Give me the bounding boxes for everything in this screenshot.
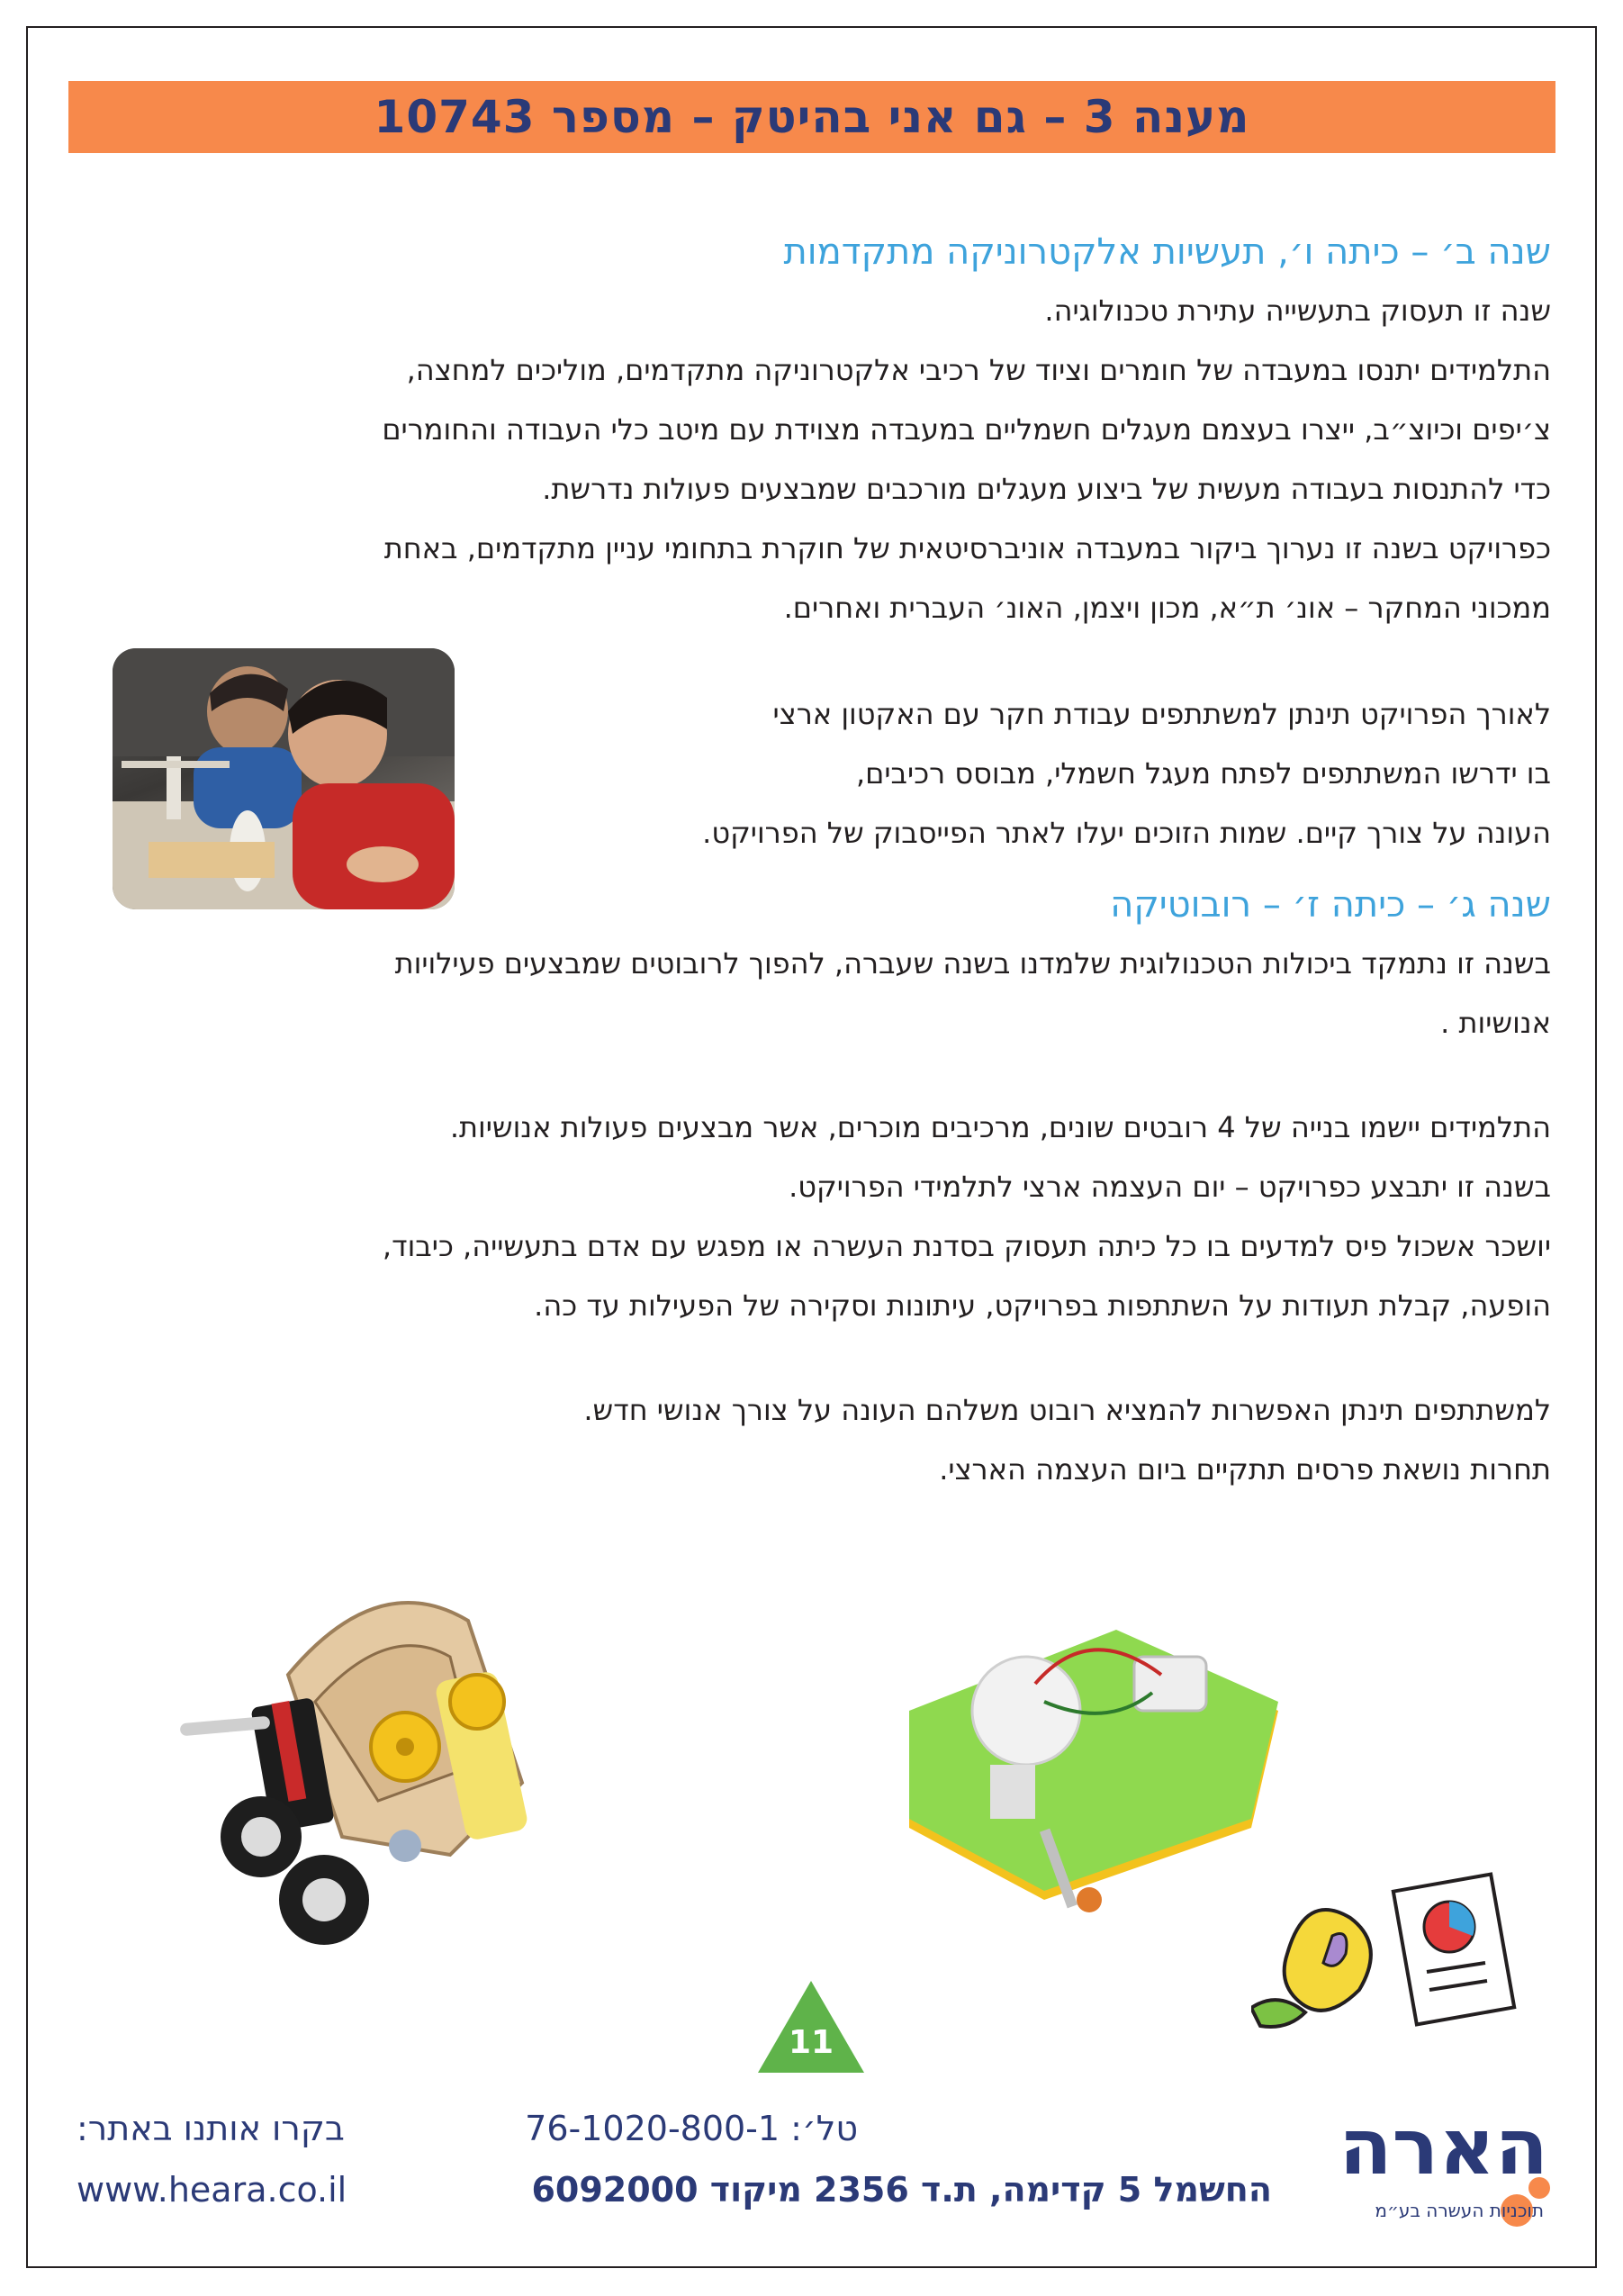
text-line: צ׳יפים וכיוצ״ב, ייצרו בעצמם מעגלים חשמליים במעבדה מצוידת עם מיטב כלי העבודה והחומרים [382,412,1551,447]
wooden-robot-photo [180,1567,612,1963]
text-line: התלמידים יתנסו במעבדה של חומרים וציוד של רכיבי אלקטרוניקה מתקדמים, מוליכים למחצה, [406,353,1551,387]
page-number-badge [758,1981,864,2073]
text-line: העונה על צורך קיים. שמות הזוכים יעלו לאתר הפייסבוק של הפרויקט. [702,816,1551,850]
section-2 [75,878,1551,1499]
logo-wordmark: הארה [1339,2102,1548,2192]
footer-address: החשמל 5 קדימה, ת.ד 2356 מיקוד 6092000 [531,2170,1272,2210]
page-title: מענה 3 – גם אני בהיטק – מספר 10743 [374,91,1250,143]
section-1-paragraph-3 [75,519,1551,637]
section-1-paragraph-1 [75,281,1551,340]
text-line: כדי להתנסות בעבודה מעשית של ביצוע מעגלים מורכבים שמבצעים פעולות נדרשת. [542,472,1551,506]
text-line: אנושיות . [1440,1006,1551,1040]
section-1-paragraph-2 [75,340,1551,519]
text-line: ממכוני המחקר – אונ׳ ת״א, מכון ויצמן, האונ׳ העברית ואחרים. [783,591,1551,625]
circuit-board-photo [891,1603,1287,1927]
text-line: שנה זו תעסוק בתעשייה עתירת טכנולוגיה. [1044,294,1551,328]
footer-visit-label: בקרו אותנו באתר: [77,2109,345,2148]
text-line: התלמידים יישמו בנייה של 4 רובטים שונים, מרכיבים מוכרים, אשר מבצעים פעולות אנושיות. [449,1110,1551,1144]
text-line: בשנה זו יתבצע כפרויקט – יום העצמה ארצי לתלמידי הפרויקט. [789,1170,1551,1204]
text-line: כפרויקט בשנה זו נערוך ביקור במעבדה אוניברסיטאית של חוקרת בתחומי עניין מתקדמים, באחת [383,531,1551,565]
section-1-heading: שנה ב׳ – כיתה ו׳, תעשיות אלקטרוניקה מתקדמות [783,231,1551,273]
text-line: הופעה, קבלת תעודות על השתתפות בפרויקט, עיתונות וסקירה של הפעילות עד כה. [534,1288,1551,1323]
text-line: יושכר אשכול פיס למדעים בו כל כיתה תעסוק בסדנת העשרה או מפגש עם אדם בתעשייה, כיבוד, [382,1229,1551,1263]
text-line: בשנה זו נתמקד ביכולות הטכנולוגית שלמדנו בשנה שעברה, להפוך לרובוטים שמבצעים פעילויות [394,946,1551,981]
section-1-paragraph-4 [507,684,1551,863]
students-photo [113,648,455,909]
section-2-heading: שנה ג׳ – כיתה ז׳ – רובוטיקה [1110,884,1551,926]
text-line: לאורך הפרויקט תינתן למשתתפים עבודת חקר עם האקטון ארצי [772,697,1551,731]
heara-logo [1287,2102,1566,2237]
page-number: 11 [788,2024,834,2061]
section-1 [75,225,1551,637]
text-line: למשתתפים תינתן האפשרות להמציא רובוט משלהם העונה על צורך אנושי חדש. [583,1393,1551,1427]
text-line: תחרות נושאת פרסים תתקיים ביום העצמה הארצי. [939,1452,1551,1487]
science-doodle-icon [1251,1855,1521,2035]
footer-website: www.heara.co.il [77,2170,347,2210]
title-bar [68,81,1555,153]
section-2-paragraph-1 [75,934,1551,1053]
footer-phone: טל׳: 76-1020-800-1 [525,2109,858,2148]
section-2-paragraph-2 [75,1098,1551,1335]
section-2-paragraph-3 [75,1380,1551,1499]
logo-tagline: תוכניות העשרה בע״מ [1375,2200,1544,2221]
section-1-project [507,684,1551,863]
text-line: בו ידרשו המשתתפים לפתח מעגל חשמלי, מבוסס רכיבים, [855,756,1551,791]
